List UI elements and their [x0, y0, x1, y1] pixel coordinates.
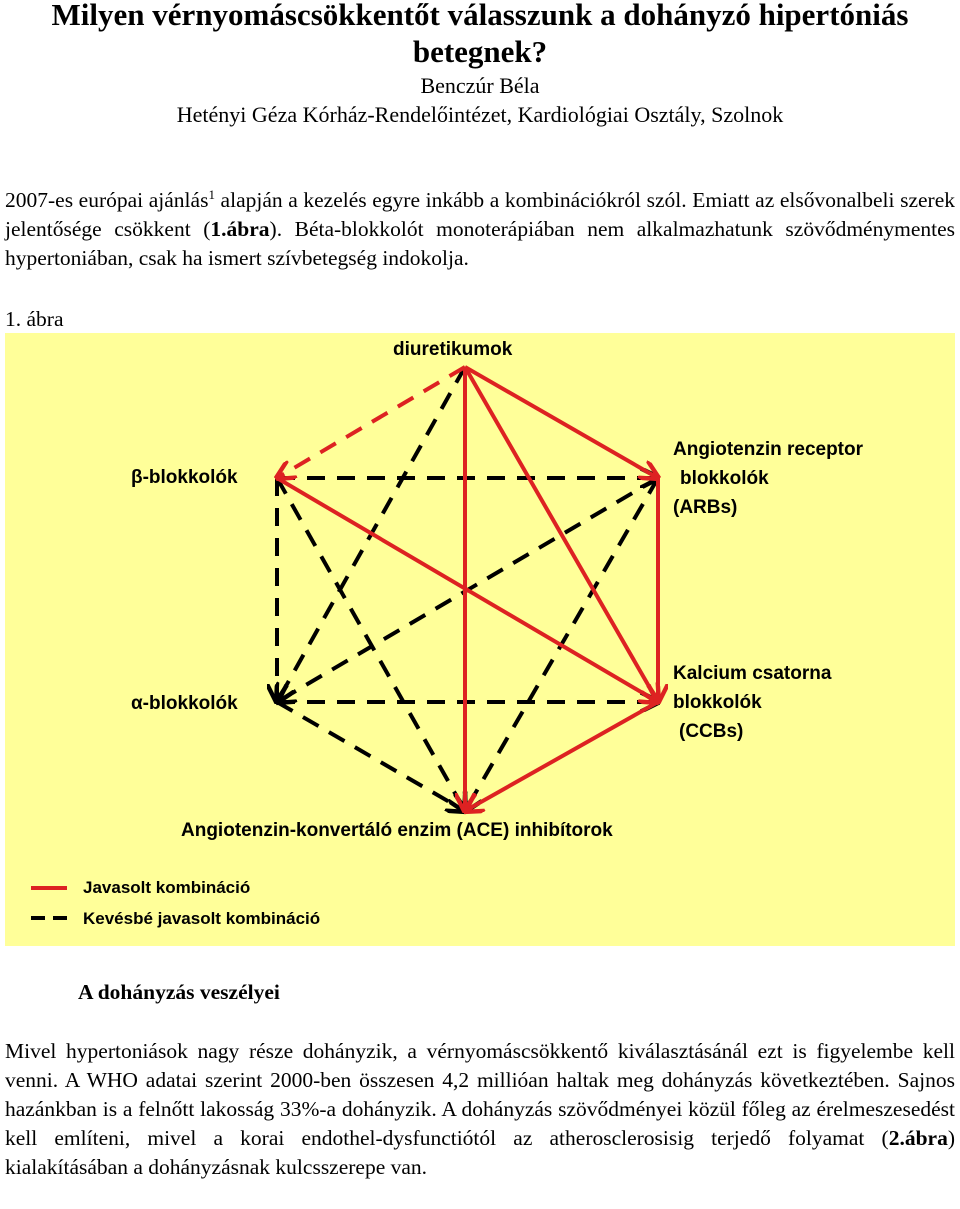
node-arb-line3: (ARBs)	[673, 497, 738, 518]
legend-less-recommended: Kevésbé javasolt kombináció	[83, 909, 321, 928]
intro-text-3: ). Béta-blokkolót monoterápiában nem alkalmazhatunk szövődménymentes hypertoniában, csak ha ismert szívbetegség indokolja.	[5, 217, 956, 270]
node-diuretics: diuretikumok	[393, 339, 513, 360]
node-ccb-line2: blokkolók	[673, 692, 762, 713]
intro-paragraph	[5, 186, 955, 273]
footnote-ref: 1	[208, 186, 215, 202]
combination-diagram	[5, 333, 955, 946]
edge-ccb-ace	[465, 702, 658, 811]
body-paragraph	[5, 1037, 955, 1182]
intro-text-1: 2007-es európai ajánlás	[5, 188, 209, 212]
affiliation: Hetényi Géza Kórház-Rendelőintézet, Kardiológiai Osztály, Szolnok	[176, 102, 784, 127]
intro-text-2: alapján a kezelés egyre inkább a kombinációkról szól. Emiatt az elsővonalbeli szerek jelentősége csökkent (	[5, 188, 956, 241]
edge-diuretic-ccb	[465, 367, 658, 702]
page-title: Milyen vérnyomáscsökkentőt válasszunk a dohányzó hipertóniás betegnek?	[51, 0, 909, 69]
figure-ref-2: 2.ábra	[888, 1126, 948, 1150]
body-text-1: Mivel hypertoniások nagy része dohányzik, a vérnyomáscsökkentő kiválasztásánál ezt is figyelembe kell venni. A WHO adatai szerint 2000-ben összesen 4,2 millióan haltak meg dohányzás következtében. Sajnos hazánkban is a felnőtt lakosság 33%-a dohányzik. A dohányzás szövődményei közül főleg az érelmeszesedést kell említeni, mivel a korai endothel-dysfunctiótól az atherosclerosisig terjedő folyamat (	[5, 1039, 955, 1150]
figure-ref: 1.ábra	[210, 217, 270, 241]
edge-diuretic-arb	[465, 367, 658, 478]
edge-alpha-ace	[277, 702, 465, 811]
node-ccb-line3: (CCBs)	[679, 721, 744, 742]
node-arb-line2: blokkolók	[680, 468, 769, 489]
legend-recommended: Javasolt kombináció	[83, 878, 251, 897]
node-alpha-blockers: α-blokkolók	[131, 693, 238, 714]
diagram-edges	[5, 333, 955, 946]
node-ccb-line1: Kalcium csatorna	[673, 663, 832, 684]
author: Benczúr Béla	[420, 73, 540, 98]
section-heading: A dohányzás veszélyei	[78, 980, 280, 1004]
node-ace-inhibitors: Angiotenzin-konvertáló enzim (ACE) inhibítorok	[181, 820, 613, 841]
body-text-2: ) kialakításában a dohányzásnak kulcsszerepe van.	[5, 1126, 955, 1179]
node-beta-blockers: β-blokkolók	[131, 467, 238, 488]
node-arb-line1: Angiotenzin receptor	[673, 439, 864, 460]
edge-diuretic-beta	[277, 367, 465, 478]
figure-label: 1. ábra	[5, 307, 64, 331]
